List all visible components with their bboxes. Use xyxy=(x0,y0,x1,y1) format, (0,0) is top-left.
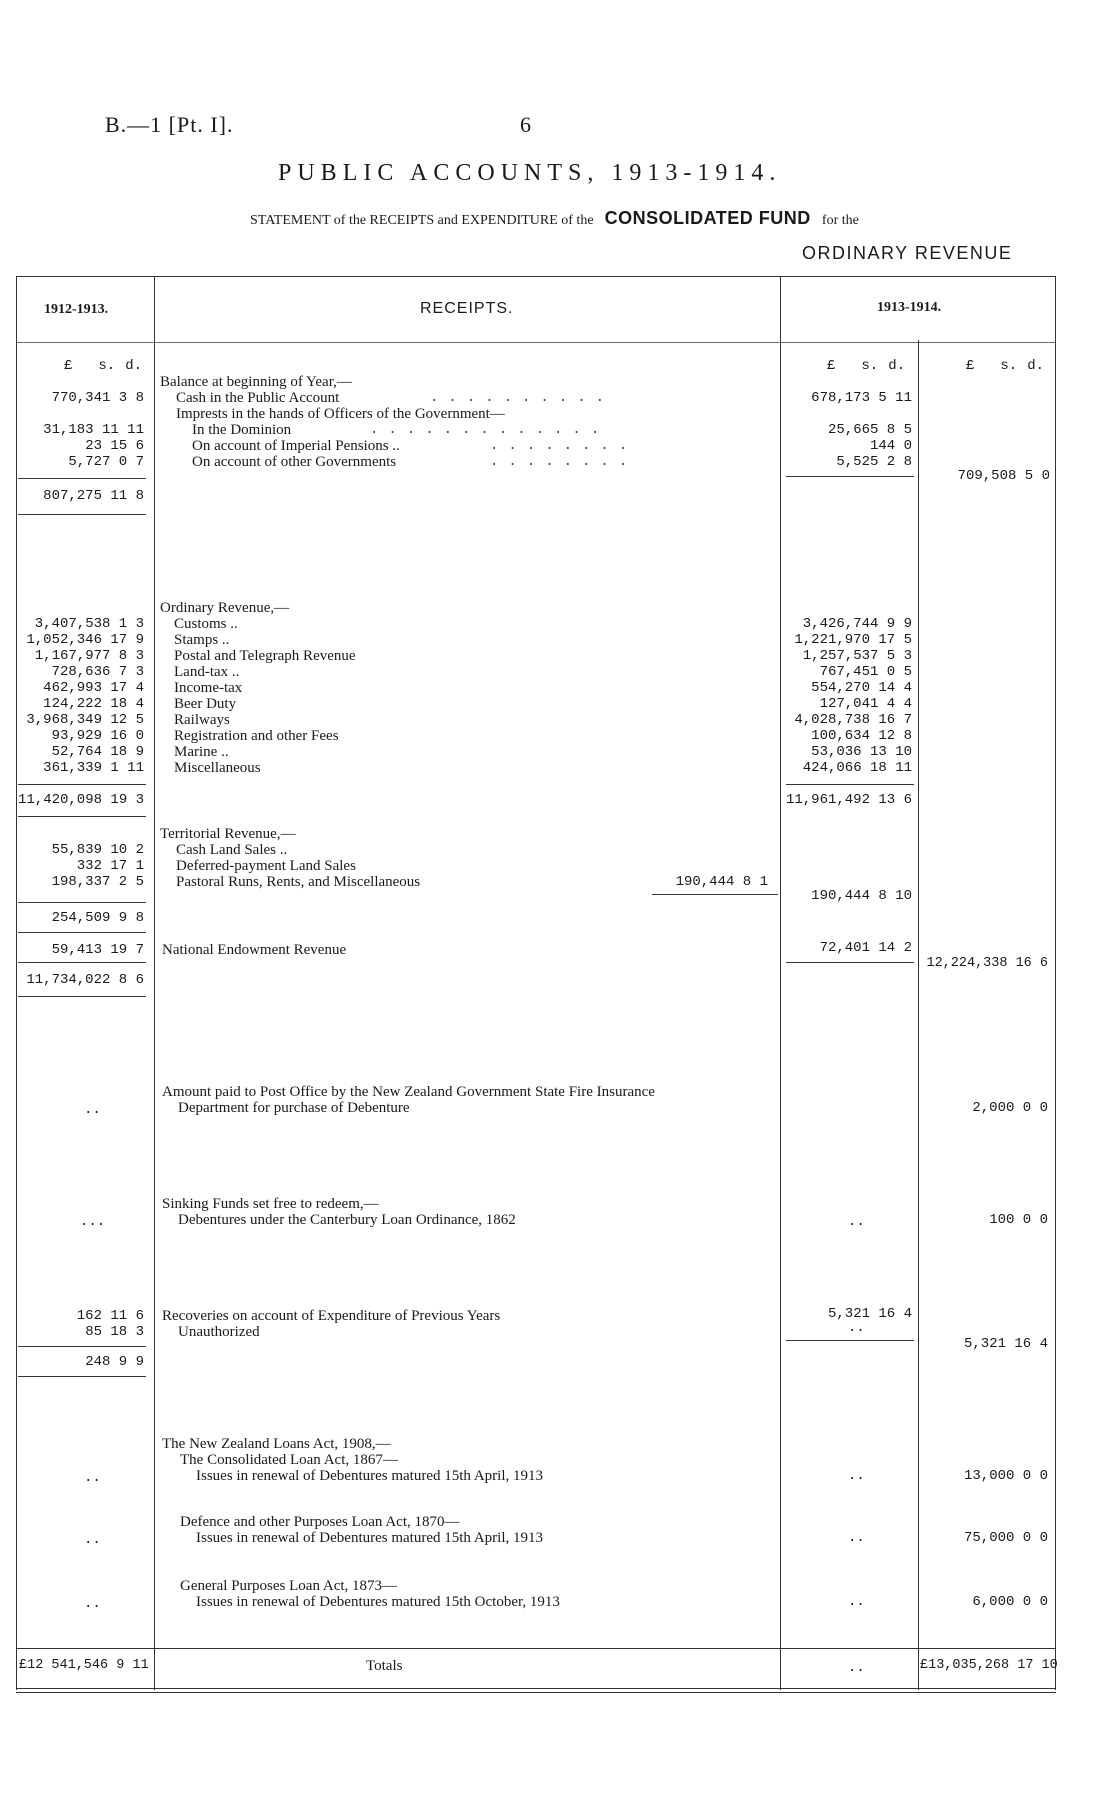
line-item: Miscellaneous xyxy=(174,760,261,776)
prev-value: 23 15 6 xyxy=(85,438,144,454)
balance-heading: Balance at beginning of Year,— xyxy=(160,374,352,390)
line-item: Deferred-payment Land Sales xyxy=(176,858,356,874)
prev-value: 3,968,349 12 5 xyxy=(26,712,144,728)
fund-name: CONSOLIDATED FUND xyxy=(604,208,811,228)
line-item: National Endowment Revenue xyxy=(162,942,347,958)
prev-value: 462,993 17 4 xyxy=(43,680,144,696)
page-label: B.—1 [Pt. I]. xyxy=(105,112,234,137)
leader-dots: ........ xyxy=(490,438,638,454)
leader-dots: .......... xyxy=(430,390,615,406)
prev-value: 770,341 3 8 xyxy=(51,390,144,406)
prev-value: 1,052,346 17 9 xyxy=(26,632,144,648)
cur-subtotal: 11,961,492 13 6 xyxy=(785,792,912,808)
cur-value: 13,000 0 0 xyxy=(963,1468,1048,1484)
line-item: Marine .. xyxy=(174,744,229,760)
prev-value: 1,167,977 8 3 xyxy=(34,648,144,664)
subtitle-prefix: STATEMENT of the RECEIPTS and EXPENDITURE of the xyxy=(250,213,594,228)
prev-total: £12 541,546 9 11 xyxy=(19,1658,149,1673)
prev-value: 332 17 1 xyxy=(76,858,144,874)
fire-insurance-line1: Amount paid to Post Office by the New Zealand Government State Fire Insurance xyxy=(162,1084,655,1100)
cur-value: 554,270 14 4 xyxy=(811,680,912,696)
cur-grand-subtotal: 12,224,338 16 6 xyxy=(926,956,1048,971)
prev-value: 162 11 6 xyxy=(76,1308,144,1324)
line-item: In the Dominion xyxy=(192,422,292,438)
currency-header-left: £ s. d. xyxy=(64,358,143,374)
prev-subtotal: 807,275 11 8 xyxy=(43,488,144,504)
line-item: Customs .. xyxy=(174,616,238,632)
section-title: ORDINARY REVENUE xyxy=(802,243,1013,263)
mid-value: 5,321 16 4 xyxy=(827,1306,912,1322)
subtitle-suffix: for the xyxy=(821,213,859,228)
line-item: Pastoral Runs, Rents, and Miscellaneous xyxy=(176,874,421,890)
ordinary-revenue-heading: Ordinary Revenue,— xyxy=(160,600,290,616)
line-item: Cash Land Sales .. xyxy=(176,842,288,858)
cur-value: 25,665 8 5 xyxy=(827,422,912,438)
header-receipts: RECEIPTS. xyxy=(420,300,514,317)
cur-value: 6,000 0 0 xyxy=(972,1594,1048,1610)
mid-value: .. xyxy=(848,1468,865,1484)
cur-value: 4,028,738 16 7 xyxy=(794,712,912,728)
cur-value: 2,000 0 0 xyxy=(972,1100,1048,1116)
prev-value: .. xyxy=(84,1102,101,1118)
prev-value: 55,839 10 2 xyxy=(51,842,144,858)
line-item: On account of Imperial Pensions .. xyxy=(192,438,400,454)
currency-header-right: £ s. d. xyxy=(966,358,1045,374)
prev-value: 124,222 18 4 xyxy=(43,696,144,712)
cur-subtotal: 190,444 8 10 xyxy=(811,888,912,904)
mid-value: .. xyxy=(848,1594,865,1610)
mid-value: .. xyxy=(848,1660,865,1676)
line-item: Income-tax xyxy=(174,680,243,696)
loan-group-title: Defence and other Purposes Loan Act, 1870— xyxy=(180,1514,460,1530)
prev-value: .. xyxy=(84,1596,101,1612)
line-item: Registration and other Fees xyxy=(174,728,339,744)
cur-value: 127,041 4 4 xyxy=(819,696,912,712)
recoveries-line1: Recoveries on account of Expenditure of Previous Years xyxy=(162,1308,501,1324)
statement-subtitle xyxy=(250,208,859,229)
cur-value: 53,036 13 10 xyxy=(811,744,912,760)
prev-value: 361,339 1 11 xyxy=(43,760,144,776)
cur-value: 144 0 xyxy=(869,438,912,454)
prev-value: 3,407,538 1 3 xyxy=(34,616,144,632)
cur-total: £13,035,268 17 10 xyxy=(920,1658,1058,1673)
recoveries-line2: Unauthorized xyxy=(178,1324,260,1340)
prev-value: 59,413 19 7 xyxy=(51,942,144,958)
totals-label: Totals xyxy=(366,1658,403,1674)
main-title: PUBLIC ACCOUNTS, 1913-1914. xyxy=(278,160,782,186)
line-item: Postal and Telegraph Revenue xyxy=(174,648,356,664)
line-item: Imprests in the hands of Officers of the Government— xyxy=(176,406,505,422)
inner-value: 190,444 8 1 xyxy=(675,874,768,890)
cur-value: 5,525 2 8 xyxy=(836,454,912,470)
prev-value: .. xyxy=(84,1470,101,1486)
prev-value: .. xyxy=(84,1532,101,1548)
page-number: 6 xyxy=(520,112,531,137)
line-item: Railways xyxy=(174,712,230,728)
leader-dots: ............. xyxy=(370,422,610,438)
cur-subtotal: 709,508 5 0 xyxy=(957,468,1050,484)
mid-value: .. xyxy=(848,1214,865,1230)
mid-value: .. xyxy=(848,1530,865,1546)
cur-value: 678,173 5 11 xyxy=(811,390,912,406)
cur-value: 1,221,970 17 5 xyxy=(794,632,912,648)
line-item: On account of other Governments xyxy=(192,454,397,470)
prev-value: 5,727 0 7 xyxy=(68,454,144,470)
prev-value: 85 18 3 xyxy=(85,1324,144,1340)
cur-value: 72,401 14 2 xyxy=(819,940,912,956)
prev-grand-subtotal: 11,734,022 8 6 xyxy=(26,972,144,988)
prev-subtotal: 248 9 9 xyxy=(85,1354,144,1370)
line-item: Stamps .. xyxy=(174,632,230,648)
cur-value: 75,000 0 0 xyxy=(963,1530,1048,1546)
cur-value: 100,634 12 8 xyxy=(811,728,912,744)
prev-value: 52,764 18 9 xyxy=(51,744,144,760)
line-item: Land-tax .. xyxy=(174,664,240,680)
currency-header-mid: £ s. d. xyxy=(827,358,906,374)
prev-value: 728,636 7 3 xyxy=(51,664,144,680)
prev-subtotal: 11,420,098 19 3 xyxy=(18,792,145,808)
header-1913-1914: 1913-1914. xyxy=(877,300,942,315)
header-1912-1913: 1912-1913. xyxy=(44,302,109,317)
cur-value: 767,451 0 5 xyxy=(819,664,912,680)
fire-insurance-line2: Department for purchase of Debenture xyxy=(178,1100,410,1116)
loan-group-desc: Issues in renewal of Debentures matured 15th April, 1913 xyxy=(196,1468,543,1484)
mid-value: .. xyxy=(848,1320,865,1336)
cur-value: 3,426,744 9 9 xyxy=(802,616,912,632)
sinking-funds-line2: Debentures under the Canterbury Loan Ordinance, 1862 xyxy=(178,1212,516,1228)
prev-value: 198,337 2 5 xyxy=(51,874,144,890)
prev-value: ... xyxy=(80,1214,106,1230)
prev-subtotal: 254,509 9 8 xyxy=(51,910,144,926)
loans-heading: The New Zealand Loans Act, 1908,— xyxy=(162,1436,391,1452)
loan-group-desc: Issues in renewal of Debentures matured 15th October, 1913 xyxy=(196,1594,560,1610)
leader-dots: ........ xyxy=(490,454,638,470)
prev-value: 31,183 11 11 xyxy=(43,422,144,438)
loan-group-title: The Consolidated Loan Act, 1867— xyxy=(180,1452,398,1468)
loan-group-title: General Purposes Loan Act, 1873— xyxy=(180,1578,398,1594)
line-item: Cash in the Public Account xyxy=(176,390,340,406)
prev-value: 93,929 16 0 xyxy=(51,728,144,744)
line-item: Beer Duty xyxy=(174,696,237,712)
loan-group-desc: Issues in renewal of Debentures matured 15th April, 1913 xyxy=(196,1530,543,1546)
cur-value: 1,257,537 5 3 xyxy=(802,648,912,664)
cur-value: 424,066 18 11 xyxy=(802,760,912,776)
cur-value: 100 0 0 xyxy=(989,1212,1048,1228)
territorial-heading: Territorial Revenue,— xyxy=(160,826,296,842)
cur-value: 5,321 16 4 xyxy=(963,1336,1048,1352)
sinking-funds-line1: Sinking Funds set free to redeem,— xyxy=(162,1196,379,1212)
